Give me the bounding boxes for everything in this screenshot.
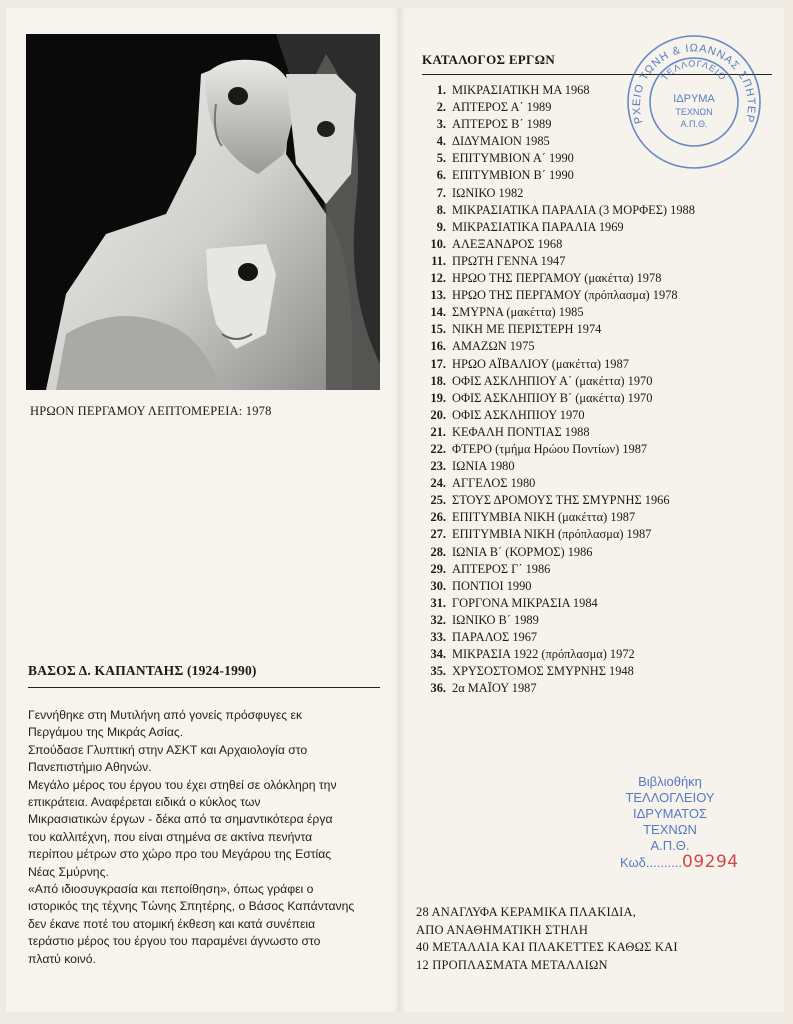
bio-text <box>28 707 388 968</box>
catalog-item-number: 6. <box>436 168 446 183</box>
catalog-item-title: ΔΙΔΥΜΑΙΟΝ 1985 <box>452 134 550 149</box>
library-stamp-line: ΙΔΡΥΜΑΤΟΣ <box>632 806 708 821</box>
catalog-item <box>414 629 784 646</box>
archive-stamp-icon <box>620 28 768 176</box>
catalog-item-title: ΠΡΩΤΗ ΓΕΝΝΑ 1947 <box>452 253 566 268</box>
catalog-item-title: ΟΦΙΣ ΑΣΚΛΗΠΙΟΥ 1970 <box>452 407 585 422</box>
catalog-item-number: 26. <box>430 510 446 525</box>
catalog-item-title: ΟΦΙΣ ΑΣΚΛΗΠΙΟΥ Β΄ (μακέττα) 1970 <box>452 390 653 405</box>
catalog-item <box>414 475 784 492</box>
library-code-value: 09294 <box>682 852 739 872</box>
catalog-item-number: 5. <box>436 151 446 166</box>
catalog-item-title: ΑΠΤΕΡΟΣ Γ΄ 1986 <box>452 561 551 576</box>
catalog-item <box>414 424 784 441</box>
catalog-item-number: 9. <box>436 219 446 234</box>
catalog-item-title: ΝΙΚΗ ΜΕ ΠΕΡΙΣΤΕΡΗ 1974 <box>452 322 602 337</box>
bio-line: Σπούδασε Γλυπτική στην ΑΣΚΤ και Αρχαιολογία στο <box>28 742 308 757</box>
bio-line: επικράτεια. Αναφέρεται ειδικά ο κύκλος των <box>28 795 261 810</box>
catalog-item-number: 2. <box>436 100 446 115</box>
stamp-inner-text: ΤΕΛΛΟΓΛΕΙΟ <box>659 58 729 83</box>
library-stamp-line: Α.Π.Θ. <box>650 838 690 853</box>
catalog-item-title: ΙΩΝΙΚΟ 1982 <box>452 185 524 200</box>
catalog-item-title: ΙΩΝΙΚΟ Β΄ 1989 <box>452 612 539 627</box>
catalog-item <box>414 544 784 561</box>
catalog-item-title: ΕΠΙΤΥΜΒΙΑ ΝΙΚΗ (μακέττα) 1987 <box>452 510 636 525</box>
catalog-item-number: 36. <box>430 681 446 696</box>
svg-text:ΤΕΛΛΟΓΛΕΙΟ <box>660 58 729 82</box>
catalog-item-title: ΑΠΤΕΡΟΣ Β΄ 1989 <box>452 117 552 132</box>
catalog-item-number: 11. <box>431 253 446 268</box>
stamp-center-line: ΙΔΡΥΜΑ <box>673 93 715 105</box>
catalog-item-number: 29. <box>430 561 446 576</box>
library-stamp <box>610 774 739 872</box>
catalog-item <box>414 321 784 338</box>
bio-line: Γεννήθηκε στη Μυτιλήνη από γονείς πρόσφυγες εκ <box>28 708 303 722</box>
catalog-item-title: ΣΜΥΡΝΑ (μακέττα) 1985 <box>452 305 584 320</box>
bio-line: τεράστιο μέρος του έργου του παραμένει άγνωστο στο <box>28 934 321 949</box>
catalog-item <box>414 185 784 202</box>
catalog-item <box>414 373 784 390</box>
catalog-item <box>414 561 784 578</box>
catalog-item-title: ΑΛΕΞΑΝΔΡΟΣ 1968 <box>452 236 563 251</box>
catalog-item <box>414 612 784 629</box>
catalog-item-title: ΗΡΩΟ ΤΗΣ ΠΕΡΓΑΜΟΥ (μακέττα) 1978 <box>452 271 662 286</box>
catalog-item-number: 4. <box>436 134 446 149</box>
catalog-item-title: ΑΓΓΕΛΟΣ 1980 <box>452 476 536 491</box>
catalog-item-number: 35. <box>430 664 446 679</box>
catalog-item-number: 14. <box>430 305 446 320</box>
bio-line: Μικρασιατικών έργων - δέκα από τα σημαντικότερα έργα <box>28 812 333 827</box>
catalog-item-title: ΠΟΝΤΙΟΙ 1990 <box>452 578 532 593</box>
catalog-item-number: 8. <box>436 202 446 217</box>
catalog-item-number: 18. <box>430 373 446 388</box>
left-panel <box>6 8 401 1012</box>
catalog-item <box>414 253 784 270</box>
catalog-item-title: ΜΙΚΡΑΣΙΑΤΙΚΗ ΜΑ 1968 <box>452 83 590 97</box>
bio-heading: ΒΑΣΟΣ Δ. ΚΑΠΑΝΤΑΗΣ (1924-1990) <box>28 663 257 678</box>
catalog-item-number: 30. <box>430 578 446 593</box>
catalog-item-number: 16. <box>430 339 446 354</box>
catalog-item-number: 10. <box>430 236 446 251</box>
bio-line: πλατύ κοινό. <box>28 951 96 966</box>
library-code-label: Κωδ. <box>620 855 650 870</box>
catalog-item <box>414 458 784 475</box>
bio-line: του καλλιτέχνη, που είναι στημένα σε ακτίνα πενήντα <box>28 829 313 844</box>
catalog-item-title: ΙΩΝΙΑ Β΄ (ΚΟΡΜΟΣ) 1986 <box>452 544 593 559</box>
catalog-item <box>414 407 784 424</box>
bio-line: Περγάμου της Μικράς Ασίας. <box>28 725 184 740</box>
bio-line: «Από ιδιοσυγκρασία και πεποίθηση», όπως γράφει ο <box>28 882 314 897</box>
bio-line: δεν έκανε ποτέ του ατομική έκθεση και κατά συνέπεια <box>28 916 316 931</box>
catalog-item <box>414 236 784 253</box>
catalog-item-title: ΗΡΩΟ ΑΪΒΑΛΙΟΥ (μακέττα) 1987 <box>452 356 629 371</box>
catalog-item <box>414 578 784 595</box>
catalog-item-title: ΓΟΡΓΟΝΑ ΜΙΚΡΑΣΙΑ 1984 <box>452 595 598 610</box>
summary-line: 12 ΠΡΟΠΛΑΣΜΑΤΑ ΜΕΤΑΛΛΙΩΝ <box>416 957 608 972</box>
sculpture-image <box>26 34 380 390</box>
bio-line: περίπου μέτρων στο χώρο προ του Μεγάρου της Εστίας <box>28 847 332 862</box>
catalog-item-title: ΟΦΙΣ ΑΣΚΛΗΠΙΟΥ Α΄ (μακέττα) 1970 <box>452 373 653 388</box>
library-stamp-line: ΤΕΧΝΩΝ <box>643 822 697 837</box>
catalog-item-title: ΗΡΩΟ ΤΗΣ ΠΕΡΓΑΜΟΥ (πρόπλασμα) 1978 <box>452 288 678 303</box>
bio-line: Νέας Σμύρνης. <box>28 864 109 879</box>
catalog-item-number: 33. <box>430 630 446 644</box>
summary-line: 28 ΑΝΑΓΛΥΦΑ ΚΕΡΑΜΙΚΑ ΠΛΑΚΙΔΙΑ, <box>416 905 637 919</box>
catalog-item <box>414 441 784 458</box>
catalog-item <box>414 646 784 663</box>
sculpture-photo <box>26 34 380 390</box>
catalog-item-number: 21. <box>430 424 446 439</box>
catalog-item-number: 12. <box>430 271 446 286</box>
catalog-item-number: 24. <box>430 476 446 491</box>
catalog-item <box>414 509 784 526</box>
catalog-item-title: ΜΙΚΡΑΣΙΑΤΙΚΑ ΠΑΡΑΛΙΑ 1969 <box>452 219 624 234</box>
catalog-item-title: ΠΑΡΑΛΟΣ 1967 <box>452 630 538 644</box>
archive-stamp <box>620 28 768 176</box>
library-stamp-line: Βιβλιοθήκη <box>638 774 702 789</box>
catalog-item <box>414 219 784 236</box>
library-code-dots: ......... <box>649 855 683 870</box>
catalog-item-number: 15. <box>430 322 446 337</box>
catalog-item <box>414 390 784 407</box>
catalog-item <box>414 526 784 543</box>
catalog-item-number: 22. <box>430 441 446 456</box>
catalog-item-title: ΣΤΟΥΣ ΔΡΟΜΟΥΣ ΤΗΣ ΣΜΥΡΝΗΣ 1966 <box>452 493 670 508</box>
works-summary <box>416 904 678 974</box>
catalog-item-number: 1. <box>436 83 446 97</box>
stamp-center-line: ΤΕΧΝΩΝ <box>675 107 713 117</box>
catalog-heading: ΚΑΤΑΛΟΓΟΣ ΕΡΓΩΝ <box>422 52 556 67</box>
catalog-item-number: 7. <box>436 185 446 200</box>
catalog-item-title: ΦΤΕΡΟ (τμήμα Ηρώου Ποντίων) 1987 <box>452 441 648 456</box>
catalog-item-title: ΜΙΚΡΑΣΙΑΤΙΚΑ ΠΑΡΑΛΙΑ (3 ΜΟΡΦΕΣ) 1988 <box>452 202 695 217</box>
catalog-item-number: 23. <box>430 459 446 474</box>
bio-line: Μεγάλο μέρος του έργου του έχει στηθεί σε ολόκληρη την <box>28 777 337 792</box>
catalog-item-title: ΧΡΥΣΟΣΤΟΜΟΣ ΣΜΥΡΝΗΣ 1948 <box>452 664 634 679</box>
catalog-item-number: 32. <box>430 612 446 627</box>
catalog-item-number: 34. <box>430 647 446 662</box>
catalog-item <box>414 287 784 304</box>
catalog-item <box>414 492 784 509</box>
catalog-item-title: ΑΜΑΖΩΝ 1975 <box>452 339 535 354</box>
catalog-item-number: 19. <box>430 390 446 405</box>
catalog-item-number: 31. <box>430 595 446 610</box>
catalog-item-number: 20. <box>430 407 446 422</box>
catalog-item-number: 3. <box>436 117 446 132</box>
stamp-center-line: Α.Π.Θ. <box>680 119 708 129</box>
catalog-item-number: 28. <box>430 544 446 559</box>
catalog-item-title: ΜΙΚΡΑΣΙΑ 1922 (πρόπλασμα) 1972 <box>452 647 635 662</box>
photo-caption: ΗΡΩΟΝ ΠΕΡΓΑΜΟΥ ΛΕΠΤΟΜΕΡΕΙΑ: 1978 <box>30 404 272 418</box>
catalog-item <box>414 595 784 612</box>
catalog-item <box>414 663 784 680</box>
catalog-item <box>414 356 784 373</box>
bio-line: ιστορικός της τέχνης Τώνης Σπητέρης, ο Βάσος Καπάντανης <box>28 899 355 914</box>
catalog-item-title: ΕΠΙΤΥΜΒΙΟΝ Β΄ 1990 <box>452 168 574 183</box>
catalog-item-number: 25. <box>430 493 446 508</box>
catalog-item-title: ΑΠΤΕΡΟΣ Α΄ 1989 <box>452 100 552 115</box>
catalog-item-title: ΕΠΙΤΥΜΒΙΑ ΝΙΚΗ (πρόπλασμα) 1987 <box>452 527 652 542</box>
catalog-item-title: ΕΠΙΤΥΜΒΙΟΝ Α΄ 1990 <box>452 151 574 166</box>
summary-line: 40 ΜΕΤΑΛΛΙΑ ΚΑΙ ΠΛΑΚΕΤΤΕΣ ΚΑΘΩΣ ΚΑΙ <box>416 940 678 955</box>
library-code-row <box>610 852 739 872</box>
bio-divider <box>28 687 380 688</box>
catalog-item <box>414 680 784 697</box>
catalog-item <box>414 304 784 321</box>
catalog-item-number: 13. <box>430 288 446 303</box>
catalog-item-title: ΙΩΝΙΑ 1980 <box>452 459 515 474</box>
catalog-item <box>414 202 784 219</box>
right-panel <box>400 8 784 1012</box>
catalog-item-title: ΚΕΦΑΛΗ ΠΟΝΤΙΑΣ 1988 <box>452 424 590 439</box>
summary-line: ΑΠΟ ΑΝΑΘΗΜΑΤΙΚΗ ΣΤΗΛΗ <box>416 922 589 937</box>
catalog-item-number: 27. <box>430 527 446 542</box>
library-stamp-line: ΤΕΛΛΟΓΛΕΙΟΥ <box>625 790 715 805</box>
stamp-outer-text: ΡΧΕΙΟ ΤΩΝΗ & ΙΩΑΝΝΑΣ ΣΠΗΤΕΡ <box>630 42 758 125</box>
catalog-item <box>414 338 784 355</box>
bio-line: Πανεπιστήμιο Αθηνών. <box>28 760 152 775</box>
catalog-item <box>414 270 784 287</box>
catalog-item-title: 2α ΜΑΪΟΥ 1987 <box>452 681 537 696</box>
catalog-item-number: 17. <box>430 356 446 371</box>
